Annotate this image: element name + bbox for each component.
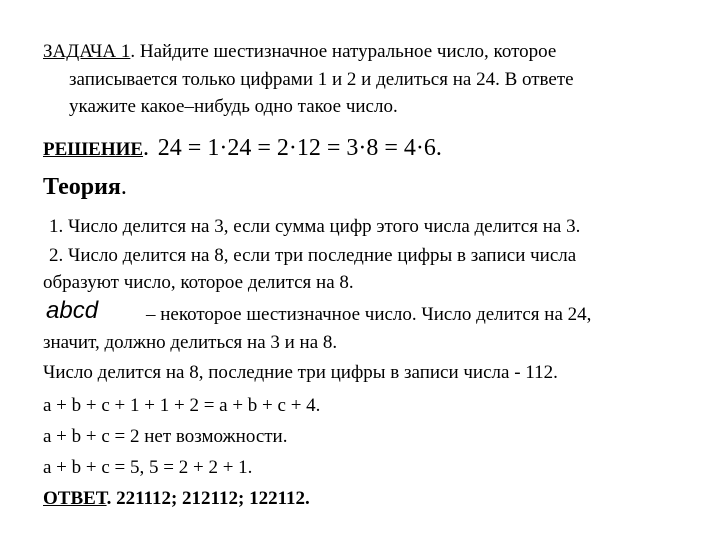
theory-rule-2-text-1: 2. Число делится на 8, если три последние цифры в записи числа — [49, 245, 577, 266]
answer-label: ОТВЕТ — [43, 488, 107, 509]
answer-label-dot: . — [106, 488, 112, 509]
body-line-5 — [43, 425, 287, 449]
solution-label: РЕШЕНИЕ — [43, 139, 144, 160]
problem-line-3 — [69, 95, 398, 119]
theory-title: Теория — [43, 174, 121, 200]
body-line-3 — [43, 361, 558, 385]
answer-line — [43, 487, 310, 511]
body-text-6: a + b + c = 5, 5 = 2 + 2 + 1. — [43, 457, 253, 478]
body-text-1: – некоторое шестизначное число. Число делится на 24, — [146, 304, 592, 325]
problem-line-2 — [69, 68, 574, 92]
body-text-2: значит, должно делиться на 3 и на 8. — [43, 332, 338, 353]
problem-text-1: Найдите шестизначное натуральное число, которое — [139, 41, 557, 62]
answer-values: 221112; 212112; 122112. — [116, 488, 310, 509]
solution-equation: 24 = 1·24 = 2·12 = 3·8 = 4·6. — [157, 135, 442, 161]
theory-rule-1-text: 1. Число делится на 3, если сумма цифр этого числа делится на 3. — [49, 216, 581, 237]
problem-line-1 — [43, 40, 556, 64]
abcd-expression: abcd — [46, 297, 99, 324]
body-line-6 — [43, 456, 252, 480]
problem-label: ЗАДАЧА 1 — [43, 41, 131, 62]
theory-rule-1 — [49, 215, 580, 239]
theory-heading — [43, 172, 127, 202]
solution-line — [43, 134, 442, 164]
body-text-5: a + b + c = 2 нет возможности. — [43, 426, 288, 447]
solution-label-dot: . — [143, 135, 150, 161]
problem-label-dot: . — [130, 41, 136, 62]
theory-rule-2-line-2 — [43, 271, 354, 295]
problem-text-2: записывается только цифрами 1 и 2 и делиться на 24. В ответе — [69, 69, 574, 90]
body-text-3: Число делится на 8, последние три цифры в записи числа - 112. — [43, 362, 558, 383]
problem-text-3: укажите какое–нибудь одно такое число. — [69, 96, 398, 117]
theory-title-dot: . — [120, 174, 127, 200]
body-text-4: a + b + c + 1 + 1 + 2 = a + b + c + 4. — [43, 395, 321, 416]
theory-rule-2-text-2: образуют число, которое делится на 8. — [43, 272, 354, 293]
theory-rule-2-line-1 — [49, 244, 576, 268]
body-line-1 — [146, 303, 591, 327]
body-line-2 — [43, 331, 337, 355]
body-line-4 — [43, 394, 320, 418]
